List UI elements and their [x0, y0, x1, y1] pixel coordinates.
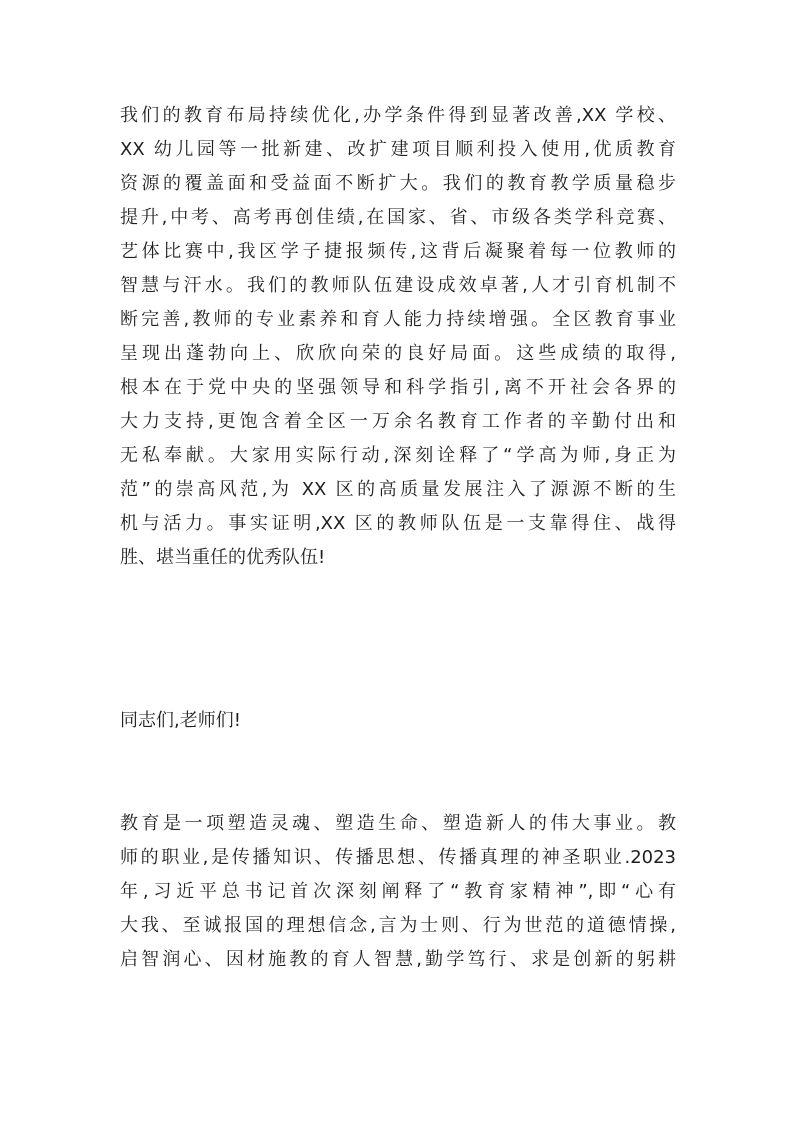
paragraph-line: 大我、至诚报国的理想信念,言为士则、行为世范的道德情操, [120, 915, 676, 936]
paragraph-line: 师的职业,是传播知识、传播思想、传播真理的神圣职业.2023 [120, 847, 676, 868]
paragraph-line: 机与活力。事实证明,XX 区的教师队伍是一支靠得住、战得 [120, 513, 676, 534]
paragraph-line: 根本在于党中央的坚强领导和科学指引,离不开社会各界的 [120, 377, 676, 398]
paragraph-line: 智慧与汗水。我们的教师队伍建设成效卓著,人才引育机制不 [120, 275, 676, 296]
paragraph-achievements [120, 99, 676, 575]
paragraph-line: 我们的教育布局持续优化,办学条件得到显著改善,XX 学校、 [120, 105, 676, 126]
paragraph-line: 呈现出蓬勃向上、欣欣向荣的良好局面。这些成绩的取得, [120, 343, 676, 364]
paragraph-line: 启智润心、因材施教的育人智慧,勤学笃行、求是创新的躬耕 [120, 949, 676, 970]
paragraph-line: 断完善,教师的专业素养和育人能力持续增强。全区教育事业 [120, 309, 676, 330]
paragraph-line: 大力支持,更饱含着全区一万余名教育工作者的辛勤付出和 [120, 411, 676, 432]
paragraph-line: 年,习近平总书记首次深刻阐释了“教育家精神”,即“心有 [120, 881, 676, 902]
paragraph-line: 范”的崇高风范,为 XX 区的高质量发展注入了源源不断的生 [120, 479, 676, 500]
paragraph-educator-spirit [120, 807, 676, 977]
paragraph-line: 提升,中考、高考再创佳绩,在国家、省、市级各类学科竞赛、 [120, 207, 676, 228]
paragraph-line: XX 幼儿园等一批新建、改扩建项目顺利投入使用,优质教育 [120, 139, 676, 160]
paragraph-line: 胜、堪当重任的优秀队伍! [120, 547, 326, 568]
paragraph-line: 艺体比赛中,我区学子捷报频传,这背后凝聚着每一位教师的 [120, 241, 676, 262]
paragraph-line: 资源的覆盖面和受益面不断扩大。我们的教育教学质量稳步 [120, 173, 676, 194]
salutation [120, 704, 676, 738]
paragraph-line: 教育是一项塑造灵魂、塑造生命、塑造新人的伟大事业。教 [120, 813, 676, 834]
salutation-text: 同志们,老师们! [120, 710, 241, 731]
paragraph-line: 无私奉献。大家用实际行动,深刻诠释了“学高为师,身正为 [120, 445, 676, 466]
